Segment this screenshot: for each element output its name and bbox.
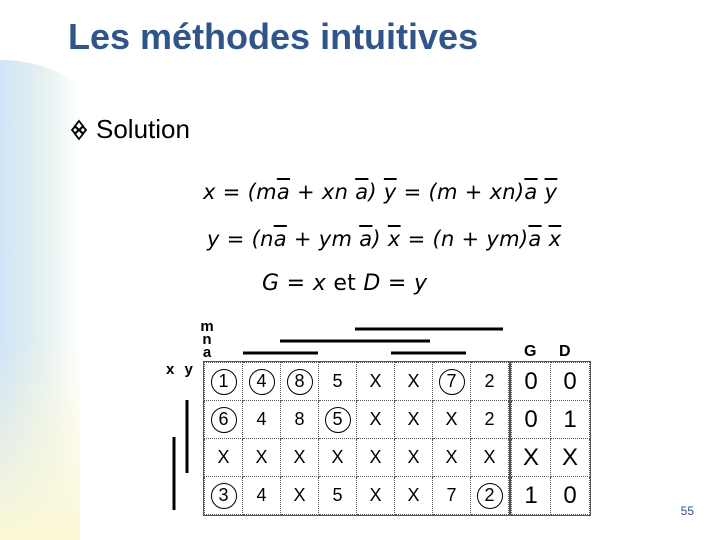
circled-state: 2 (477, 483, 503, 509)
state-value: X (407, 371, 420, 391)
kmap-cell (243, 477, 281, 515)
output-row (512, 401, 590, 439)
circled-state: 3 (211, 483, 237, 509)
kmap-row (205, 477, 509, 515)
var-a: a (202, 344, 212, 361)
eq-term: $\overline{y}$ (544, 180, 558, 204)
output-header-g: G (524, 343, 537, 360)
state-value: X (369, 371, 382, 391)
output-table (511, 362, 590, 515)
kmap-cell (433, 401, 471, 439)
state-value: X (255, 447, 268, 467)
output-row (512, 363, 590, 401)
kmap-cell (281, 439, 319, 477)
output-cell: 1 (512, 477, 551, 515)
state-value: 8 (294, 409, 305, 429)
eq-term: + ym (293, 227, 353, 251)
eq-term: (m + xn (428, 180, 516, 204)
kmap-cell (433, 363, 471, 401)
state-value: X (445, 409, 458, 429)
kmap-cell (319, 401, 357, 439)
kmap-cell (471, 439, 509, 477)
output-cell: X (551, 439, 590, 477)
output-cell: 0 (551, 363, 590, 401)
eq-term: G (262, 271, 280, 296)
circled-state: 7 (439, 369, 465, 395)
kmap-cell (357, 439, 395, 477)
kmap-cell (319, 439, 357, 477)
kmap-cell (357, 401, 395, 439)
output-header-d: D (559, 343, 571, 360)
eq-term: ) (368, 180, 377, 204)
eq-term: = (387, 271, 407, 296)
state-value: 2 (484, 409, 495, 429)
circled-state: 6 (211, 407, 237, 433)
eq-term: (n + ym (432, 227, 520, 251)
output-cell: X (512, 439, 551, 477)
kmap-cell (357, 477, 395, 515)
kmap-cell (243, 363, 281, 401)
kmap-cell (243, 439, 281, 477)
state-value: X (407, 447, 420, 467)
eq-term: ) (372, 227, 381, 251)
eq-term: D (363, 271, 381, 296)
eq-term: $\overline{a}$ (528, 227, 542, 251)
eq-term: (n (251, 227, 274, 251)
kmap-cell (281, 363, 319, 401)
state-value: X (331, 447, 344, 467)
state-value: X (445, 447, 458, 467)
eq-term: $\overline{a}$ (276, 180, 291, 204)
eq-term: x (203, 180, 216, 204)
row-variable-labels: x y (166, 361, 196, 378)
circled-state: 1 (211, 369, 237, 395)
kmap-row (205, 363, 509, 401)
eq-term: y (207, 227, 220, 251)
kmap-cell (205, 363, 243, 401)
eq-term: ) (515, 180, 525, 204)
output-cell: 1 (551, 401, 590, 439)
state-value: 4 (256, 409, 267, 429)
output-row (512, 477, 590, 515)
state-value: 5 (332, 485, 343, 505)
kmap-row (205, 439, 509, 477)
kmap-cell (205, 477, 243, 515)
kmap-cell (471, 477, 509, 515)
eq-term: = (226, 227, 245, 251)
state-value: X (369, 485, 382, 505)
eq-term: (m (247, 180, 277, 204)
eq-term: + xn (297, 180, 349, 204)
kmap-row (205, 401, 509, 439)
output-row (512, 439, 590, 477)
state-value: X (407, 409, 420, 429)
circled-state: 5 (325, 407, 351, 433)
eq-term: $\overline{x}$ (387, 227, 401, 251)
var-m: m (200, 318, 214, 335)
slide-title: Les méthodes intuitives (68, 16, 479, 57)
output-cell: 0 (512, 401, 551, 439)
state-value: X (483, 447, 496, 467)
kmap-cell (319, 477, 357, 515)
kmap-cell (281, 401, 319, 439)
kmap-cell (395, 477, 433, 515)
kmap-cell (357, 363, 395, 401)
state-value: X (407, 485, 420, 505)
karnaugh-table (204, 362, 509, 515)
kmap-cell (395, 439, 433, 477)
var-n: n (202, 331, 212, 348)
eq-term: $\overline{a}$ (524, 180, 538, 204)
eq-term: x (312, 271, 327, 296)
eq-term: $\overline{a}$ (359, 227, 373, 251)
kmap-cell (205, 401, 243, 439)
state-value: X (369, 447, 382, 467)
eq-term: = (403, 180, 422, 204)
kmap-cell (433, 477, 471, 515)
state-value: 5 (332, 371, 343, 391)
eq-term: = (222, 180, 241, 204)
page-number: 55 (680, 504, 694, 518)
eq-term: $\overline{a}$ (355, 180, 369, 204)
state-value: X (293, 485, 306, 505)
kmap-cell (243, 401, 281, 439)
eq-term: ) (519, 227, 529, 251)
bullet-text: Solution (96, 114, 190, 144)
kmap-cell (471, 363, 509, 401)
state-value: X (217, 447, 230, 467)
eq-term: $\overline{a}$ (273, 227, 287, 251)
eq-term: $\overline{x}$ (548, 227, 562, 251)
state-value: 2 (484, 371, 495, 391)
circled-state: 4 (249, 369, 275, 395)
kmap-cell (281, 477, 319, 515)
state-value: X (293, 447, 306, 467)
eq-term: y (413, 271, 428, 296)
output-cell: 0 (512, 363, 551, 401)
eq-term: $\overline{y}$ (383, 180, 397, 204)
eq-term: et (333, 271, 357, 296)
eq-term: = (286, 271, 306, 296)
state-value: 4 (256, 485, 267, 505)
state-value: X (369, 409, 382, 429)
circled-state: 8 (287, 369, 313, 395)
kmap-cell (395, 363, 433, 401)
kmap-cell (319, 363, 357, 401)
kmap-cell (433, 439, 471, 477)
kmap-cell (395, 401, 433, 439)
eq-term: = (407, 227, 426, 251)
kmap-cell (205, 439, 243, 477)
kmap-cell (471, 401, 509, 439)
state-value: 7 (446, 485, 457, 505)
output-cell: 0 (551, 477, 590, 515)
